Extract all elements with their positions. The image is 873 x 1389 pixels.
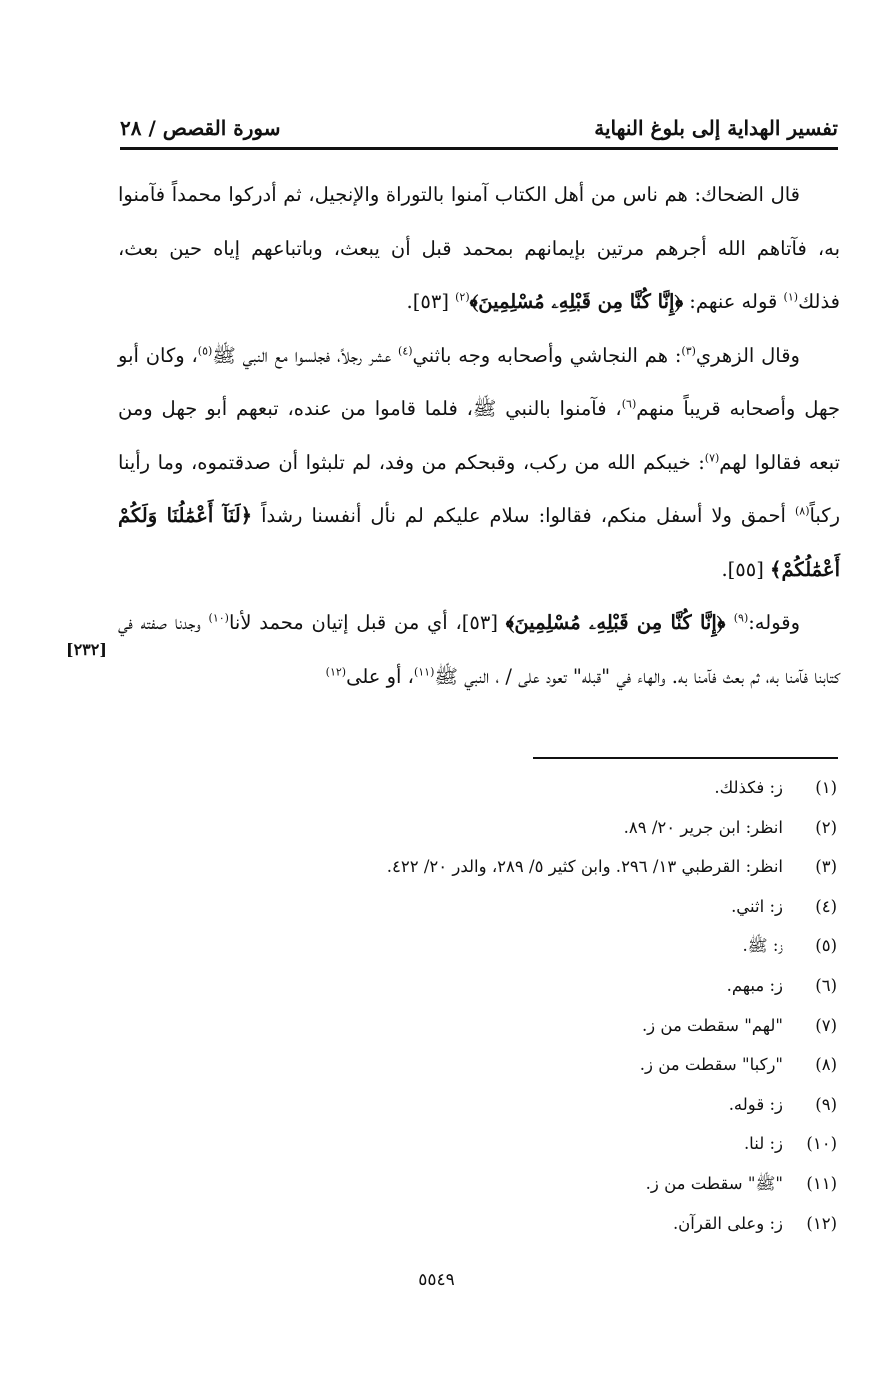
paragraph-dahhak [118,168,840,329]
footnote-item [300,772,837,812]
footnote-text: ز: فكذلك. [714,778,783,797]
page-number: ٥٥٤٩ [418,1270,455,1290]
footnote-item [300,970,837,1010]
footnote-item [300,891,837,931]
quran-verse: ﴿إِنَّا كُنَّا مِن قَبْلِهِۦ مُسْلِمِينَ﴾ [505,611,734,634]
paragraph-text: ، وكان أبو جهل وأصحابه قريباً منهم [118,343,841,420]
footnote-number: (٨) [815,1055,837,1075]
verse-reference: [٥٣]. [406,290,456,313]
footnote-item [300,851,837,891]
footnote-number: (١١) [806,1173,837,1193]
footnote-item [300,1010,837,1050]
footnote-item [300,1208,837,1248]
footnote-marker-11[interactable]: (١١) [413,665,435,678]
footnote-marker-8[interactable]: (٨) [794,504,810,518]
paragraph-text: [٥٣]، أي من قبل إتيان محمد لأنا [228,611,506,634]
footnote-number: (٥) [815,936,837,956]
footnote-item [300,1049,837,1089]
surah-reference: سورة القصص / ٢٨ [120,116,281,140]
paragraph-text: عشر رجلاً، فجلسوا مع النبي ﷺ [212,343,399,367]
footnote-marker-5[interactable]: (٥) [197,344,213,357]
footnote-text: ز: قوله. [728,1094,783,1114]
quran-verse: ﴿لَنَآ أَعْمَٰلُنَا وَلَكُمْ أَعْمَٰلُكُمْ﴾ [118,504,840,581]
footnote-item [300,1089,837,1129]
footnote-item [300,930,837,970]
footnote-marker-9[interactable]: (٩) [733,611,749,625]
footnotes-list [300,772,837,1247]
footnote-marker-6[interactable]: (٦) [621,397,637,411]
footnote-marker-2[interactable]: (٢) [455,290,470,304]
paragraph-text: : خيبكم الله من ركب، وقبحكم من وفد، لم تلبثوا أن صدقتموه، وما رأينا ركباً [118,450,841,527]
footnote-text: "ﷺ" سقطت من ز. [645,1173,783,1193]
footnote-divider [533,757,838,759]
footnote-text: ز: لنا. [743,1134,783,1154]
paragraph-text: أحمق ولا أسفل منكم، فقالوا: سلام عليكم لم نأل أنفسنا رشداً [252,504,795,527]
paragraph-text: قال الضحاك: هم ناس من أهل الكتاب آمنوا بالتوراة والإنجيل، ثم أدركوا محمداً فآمنوا به، فآتاهم الله أجرهم مرتين بإيمانهم بمحمد قبل أن يبعث، وباتباعهم إياه حين بعث، فذلك [118,183,840,313]
paragraph-text: وقال الزهري [695,343,800,367]
footnote-marker-4[interactable]: (٤) [398,344,413,357]
paragraph-text: ، أو على [346,664,414,688]
footnote-item [300,812,837,852]
footnote-text: "ركبا" سقطت من ز. [639,1055,783,1075]
header-divider [120,147,838,150]
footnote-marker-1[interactable]: (١) [783,290,799,304]
footnote-number: (٢) [815,817,837,837]
footnote-number: (٩) [815,1094,837,1114]
running-header [120,100,838,140]
footnote-text: ز: اثني. [731,896,783,916]
footnote-text: ز: وعلى القرآن. [672,1213,783,1233]
main-text [118,168,840,703]
footnote-text: "لهم" سقطت من ز. [641,1015,783,1035]
footnote-number: (٤) [815,896,837,916]
footnote-text: انظر: ابن جرير ٢٠/ ٨٩. [623,817,783,837]
footnote-number: (١) [815,778,837,797]
book-title: تفسير الهداية إلى بلوغ النهاية [594,116,838,140]
footnote-item [300,1128,837,1168]
paragraph-zuhri [118,329,840,597]
footnote-number: (٧) [815,1015,837,1035]
footnote-number: (١٠) [806,1134,837,1154]
footnote-text: ز: مبهم. [726,975,783,995]
footnote-text: ز: ﷺ. [742,936,783,956]
footnote-text: انظر: القرطبي ١٣/ ٢٩٦. وابن كثير ٥/ ٢٨٩، والدر ٢٠/ ٤٢٢. [386,857,783,877]
quran-verse: ﴿إِنَّا كُنَّا مِن قَبْلِهِۦ مُسْلِمِينَ﴾ [469,290,684,313]
verse-reference: [٥٥]. [721,557,771,581]
paragraph-text: ، فآمنوا بالنبي ﷺ، فلما قاموا من عنده، تبعهم أبو جهل ومن تبعه فقالوا لهم [118,397,840,474]
footnote-marker-7[interactable]: (٧) [704,451,720,464]
footnote-number: (١٢) [806,1213,837,1233]
footnote-item [300,1168,837,1208]
footnote-number: (٦) [815,975,837,995]
footnote-marker-12[interactable]: (١٢) [325,665,347,678]
paragraph-text: وجدنا صفته في كتابنا فآمنا به، ثم بعث فآمنا به. والهاء في "قبله" تعود على / ، النبي ﷺ [118,611,840,688]
paragraph-qawluhu [118,596,840,703]
manuscript-folio-ref: [٢٣٢] [66,640,107,659]
paragraph-text: قوله عنهم: [683,290,784,313]
paragraph-text: : هم النجاشي وأصحابه وجه باثني [412,343,682,367]
footnote-marker-3[interactable]: (٣) [681,344,696,357]
paragraph-text: وقوله: [748,611,801,634]
footnote-number: (٣) [815,857,837,877]
footnote-marker-10[interactable]: (١٠) [208,611,229,625]
